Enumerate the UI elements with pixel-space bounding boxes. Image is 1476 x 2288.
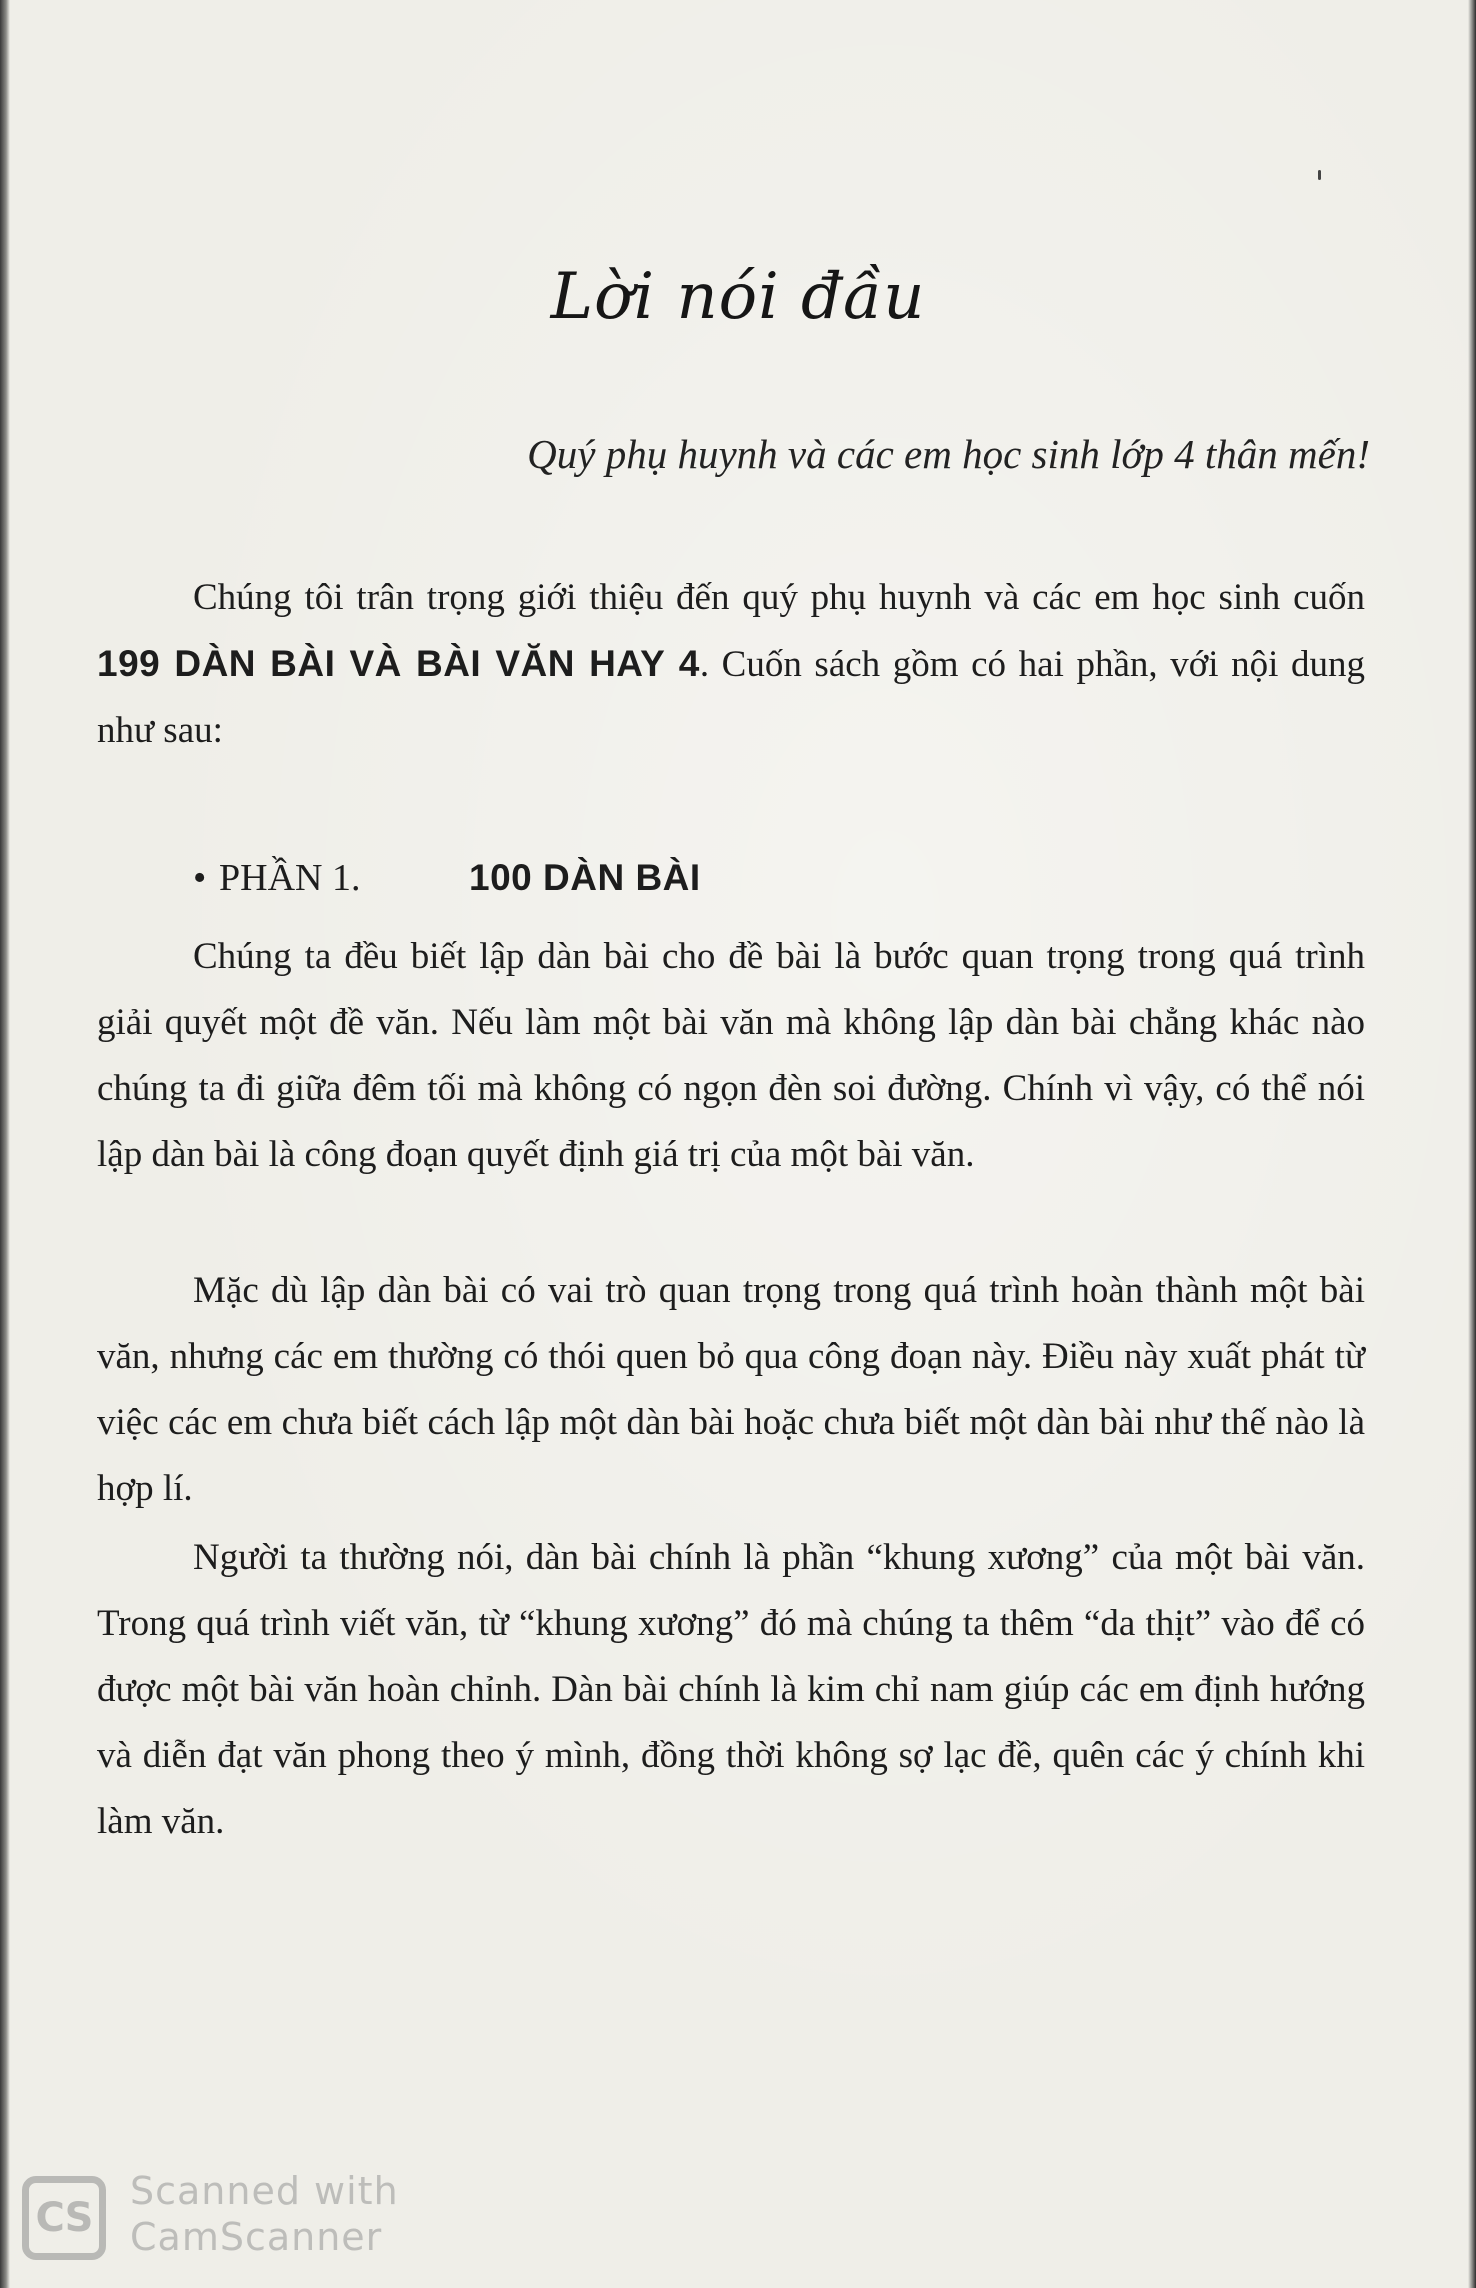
- book-title: 199 DÀN BÀI VÀ BÀI VĂN HAY 4: [97, 643, 700, 684]
- body-paragraph-2: Mặc dù lập dàn bài có vai trò quan trọng trong quá trình hoàn thành một bài văn, nhưng các em thường có thói quen bỏ qua công đoạn này. Điều này xuất phát từ việc các em chưa biết cách lập một dàn bài hoặc chưa biết một dàn bài như thế nào là hợp lí.: [97, 1270, 1365, 1509]
- camscanner-logo-icon: CS: [22, 2176, 106, 2260]
- page-title: Lời nói đầu: [550, 260, 926, 334]
- bullet: •: [193, 857, 207, 899]
- page-binding-shadow: [0, 0, 10, 2288]
- section-title: 100 DÀN BÀI: [469, 857, 701, 898]
- intro-paragraph: [97, 565, 1365, 764]
- watermark-line-2: CamScanner: [130, 2215, 383, 2259]
- intro-text-after: . Cuốn sách gồm có hai phần, với nội dung như sau:: [97, 644, 1366, 751]
- scan-speck: [1318, 170, 1321, 180]
- camscanner-watermark: [22, 2168, 522, 2278]
- section-label: PHẦN 1.: [219, 857, 361, 899]
- salutation: Quý phụ huynh và các em học sinh lớp 4 thân mến!: [527, 431, 1370, 477]
- body-paragraph-1: Chúng ta đều biết lập dàn bài cho đề bài là bước quan trọng trong quá trình giải quyết một đề văn. Nếu làm một bài văn mà không lập dàn bài chẳng khác nào chúng ta đi giữa đêm tối mà không có ngọn đèn soi đường. Chính vì vậy, có thể nói lập dàn bài là công đoạn quyết định giá trị của một bài văn.: [97, 936, 1365, 1175]
- watermark-line-1: Scanned with: [130, 2169, 399, 2213]
- intro-text-before: Chúng tôi trân trọng giới thiệu đến quý phụ huynh và các em học sinh cuốn: [193, 577, 1365, 618]
- page-edge-shadow: [1468, 0, 1476, 2288]
- watermark-text: [130, 2168, 399, 2260]
- section-heading: [193, 845, 701, 911]
- body-paragraph-3: Người ta thường nói, dàn bài chính là phần “khung xương” của một bài văn. Trong quá trình viết văn, từ “khung xương” đó mà chúng ta thêm “da thịt” vào để có được một bài văn hoàn chỉnh. Dàn bài chính là kim chỉ nam giúp các em định hướng và diễn đạt văn phong theo ý mình, đồng thời không sợ lạc đề, quên các ý chính khi làm văn.: [97, 1537, 1365, 1842]
